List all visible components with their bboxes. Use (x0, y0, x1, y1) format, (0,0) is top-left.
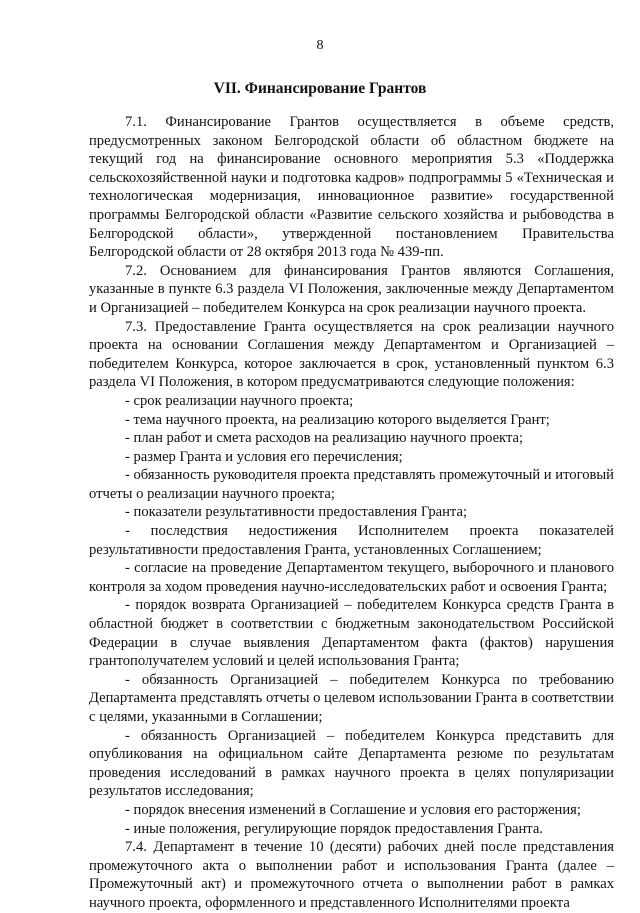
list-item: - обязанность руководителя проекта представлять промежуточный и итоговый отчеты о реализации научного проекта; (89, 467, 614, 502)
list-item: - порядок внесения изменений в Соглашение и условия его расторжения; (125, 801, 581, 818)
paragraph-7-3: 7.3. Предоставление Гранта осуществляется на срок реализации научного проекта на основании Соглашения между Департаментом и Организацией – победителем Конкурса, которое заключается в срок, установленный пунктом 6.3 раздела VI Положения, в котором предусматриваются следующие положения: (89, 318, 614, 391)
list-item: - срок реализации научного проекта; (125, 392, 354, 409)
page-number: 8 (316, 38, 324, 53)
list-item: - план работ и смета расходов на реализацию научного проекта; (125, 430, 524, 447)
section-title: VII. Финансирование Грантов (213, 80, 427, 97)
paragraph-7-2: 7.2. Основанием для финансирования Грантов являются Соглашения, указанные в пункте 6.3 раздела VI Положения, заключенные между Департаментом и Организацией – победителем Конкурса на срок реализации научного проекта. (89, 262, 614, 316)
list-item: - порядок возврата Организацией – победителем Конкурса средств Гранта в областной бюджет в соответствии с бюджетным законодательством Российской Федерации в случае выявления Департаментом факта (фактов) нарушения грантополучателем условий и целей использования Гранта; (89, 597, 614, 670)
document-body (89, 113, 614, 913)
list-item: - обязанность Организацией – победителем Конкурса по требованию Департамента представлять отчеты о целевом использовании Гранта в соответствии с целями, указанными в Соглашении; (89, 671, 614, 725)
list-item: - иные положения, регулирующие порядок предоставления Гранта. (125, 820, 543, 837)
list-item: - тема научного проекта, на реализацию которого выделяется Грант; (125, 411, 550, 428)
list-item: - обязанность Организацией – победителем Конкурса представить для опубликования на официальном сайте Департамента резюме по результатам проведения исследований в рамках научного проекта в целях популяризации результатов исследования; (89, 727, 614, 800)
list-item: - последствия недостижения Исполнителем проекта показателей результативности предоставления Гранта, установленных Соглашением; (89, 523, 614, 558)
paragraph-7-1: 7.1. Финансирование Грантов осуществляется в объеме средств, предусмотренных законом Белгородской области об областном бюджете на текущий год на финансирование основного мероприятия 5.3 «Поддержка сельскохозяйственной науки и подготовка кадров» подпрограммы 5 «Техническая и технологическая модернизация, инновационное развитие» государственной программы Белгородской области «Развитие сельского хозяйства и рыбоводства в Белгородской области», утвержденной постановлением Правительства Белгородской области от 28 октября 2013 года № 439-пп. (89, 114, 614, 261)
paragraph-7-4: 7.4. Департамент в течение 10 (десяти) рабочих дней после представления промежуточного акта о выполнении работ и использования Гранта (далее – Промежуточный акт) и промежуточного отчета о выполнении работ в рамках научного проекта, оформленного и представленного Исполнителями проекта (89, 839, 614, 911)
list-item: - согласие на проведение Департаментом текущего, выборочного и планового контроля за ходом проведения научно-исследовательских работ и освоения Гранта; (89, 560, 614, 595)
list-item: - показатели результативности предоставления Гранта; (125, 504, 468, 521)
list-item: - размер Гранта и условия его перечисления; (125, 448, 403, 465)
